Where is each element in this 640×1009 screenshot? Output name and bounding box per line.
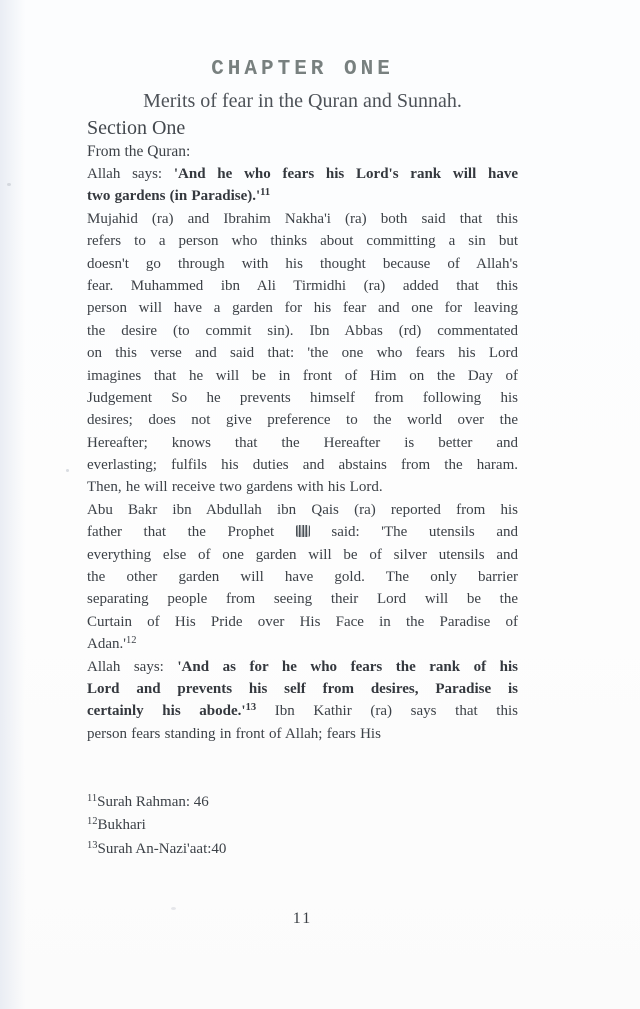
text-segment: person will have a garden for his fear and one for leaving (87, 300, 518, 317)
paragraph (87, 163, 518, 208)
text-segment: two gardens (in Paradise).' (87, 188, 261, 205)
text-line (87, 544, 518, 566)
text-line (87, 476, 518, 498)
text-segment: Allah says: (87, 166, 174, 182)
footnotes-block (87, 791, 518, 861)
text-line (87, 499, 518, 521)
scan-speck (7, 183, 11, 186)
text-segment: father that the Prophet (87, 524, 296, 541)
text-segment: 'And as for he who fears the rank of his (177, 658, 518, 675)
text-segment: on this verse and said that: 'the one who fears his Lord (87, 345, 518, 362)
text-line (87, 656, 518, 678)
footnote-marker: 13 (87, 839, 98, 851)
text-segment: Judgement So he prevents himself from following his (87, 389, 518, 406)
text-line (87, 275, 518, 297)
text-segment: doesn't go through with his thought because of Allah's (87, 255, 518, 272)
text-segment: Hereafter; knows that the Hereafter is better and (87, 434, 518, 451)
footnote (87, 838, 518, 861)
text-segment: certainly his abode.' (87, 703, 246, 720)
paragraph (87, 208, 518, 499)
text-line (87, 320, 518, 342)
paragraph (87, 499, 518, 656)
text-line (87, 365, 518, 387)
paragraph (87, 656, 518, 746)
bold-text-segment (246, 703, 257, 719)
bold-text-segment (87, 703, 246, 719)
text-line (87, 611, 518, 633)
text-segment: said: 'The utensils and (309, 524, 518, 541)
text-segment: everlasting; fulfils his duties and abstains from the haram. (87, 457, 518, 474)
text-column (87, 57, 518, 928)
page-number: 11 (292, 909, 313, 927)
footnote-text: Surah An-Nazi'aat:40 (97, 840, 227, 857)
text-line (87, 432, 518, 454)
text-segment: the desire (to commit sin). Ibn Abbas (rd) commentated (87, 322, 518, 339)
footnote-marker: 12 (87, 816, 98, 828)
text-line (87, 342, 518, 364)
section-heading: Section One (87, 117, 186, 139)
text-segment: Allah says: (87, 658, 178, 675)
text-line (87, 566, 518, 588)
text-line (87, 230, 518, 252)
footnote-reference: 11 (260, 187, 271, 199)
footnote-reference: 12 (125, 635, 137, 647)
chapter-subtitle: Merits of fear in the Quran and Sunnah. (143, 90, 462, 112)
text-segment: Ibn Kathir (ra) says that this (256, 703, 518, 720)
text-segment: Curtain of His Pride over His Face in the Paradise of (87, 613, 518, 630)
text-line (87, 208, 518, 230)
bold-text-segment (260, 188, 270, 204)
footnote-text: Bukhari (97, 817, 146, 834)
text-segment: Adan.' (87, 636, 126, 653)
footnote-marker: 11 (87, 793, 98, 805)
scan-speck (66, 469, 69, 472)
bold-text-segment (87, 681, 518, 697)
text-segment: 'And he who fears his Lord's rank will have (173, 166, 518, 182)
text-line (87, 185, 518, 207)
text-segment: fear. Muhammed ibn Ali Tirmidhi (ra) added that this (87, 277, 518, 294)
footnote (87, 791, 518, 814)
text-segment: person fears standing in front of Allah; fears His (87, 725, 381, 742)
text-line (87, 723, 518, 745)
text-line (87, 588, 518, 610)
footnote-text: Surah Rahman: 46 (97, 794, 209, 811)
text-line (87, 521, 518, 543)
text-segment: the other garden will have gold. The only barrier (87, 569, 518, 586)
text-segment: Mujahid (ra) and Ibrahim Nakha'i (ra) both said that this (87, 210, 518, 227)
text-line (87, 253, 518, 275)
text-segment: imagines that he will be in front of Him on the Day of (87, 367, 518, 384)
text-segment: everything else of one garden will be of silver utensils and (87, 546, 518, 563)
text-line (87, 633, 518, 655)
text-segment: Abu Bakr ibn Abdullah ibn Qais (ra) reported from his (87, 501, 518, 518)
text-segment: desires; does not give preference to the world over the (87, 412, 518, 429)
footnote (87, 814, 518, 837)
text-line (87, 454, 518, 476)
text-line (87, 409, 518, 431)
intro-line: From the Quran: (87, 143, 191, 160)
text-line (87, 700, 518, 722)
bold-text-segment (174, 166, 518, 182)
text-line (87, 163, 518, 185)
text-line (87, 678, 518, 700)
text-line (87, 387, 518, 409)
scan-left-edge-shadow (0, 0, 30, 1009)
text-segment: refers to a person who thinks about committing a sin but (87, 233, 518, 250)
bold-text-segment (87, 188, 260, 204)
body-paragraphs (87, 163, 518, 745)
text-segment: separating people from seeing their Lord will be the (87, 591, 518, 608)
saw-calligraphy-icon (296, 525, 310, 537)
text-segment: Lord and prevents his self from desires, Paradise is (87, 680, 518, 697)
footnote-reference: 13 (245, 702, 257, 714)
chapter-title: CHAPTER ONE (211, 58, 394, 81)
bold-text-segment (177, 659, 518, 675)
text-line (87, 297, 518, 319)
text-segment: Then, he will receive two gardens with his Lord. (87, 479, 383, 496)
